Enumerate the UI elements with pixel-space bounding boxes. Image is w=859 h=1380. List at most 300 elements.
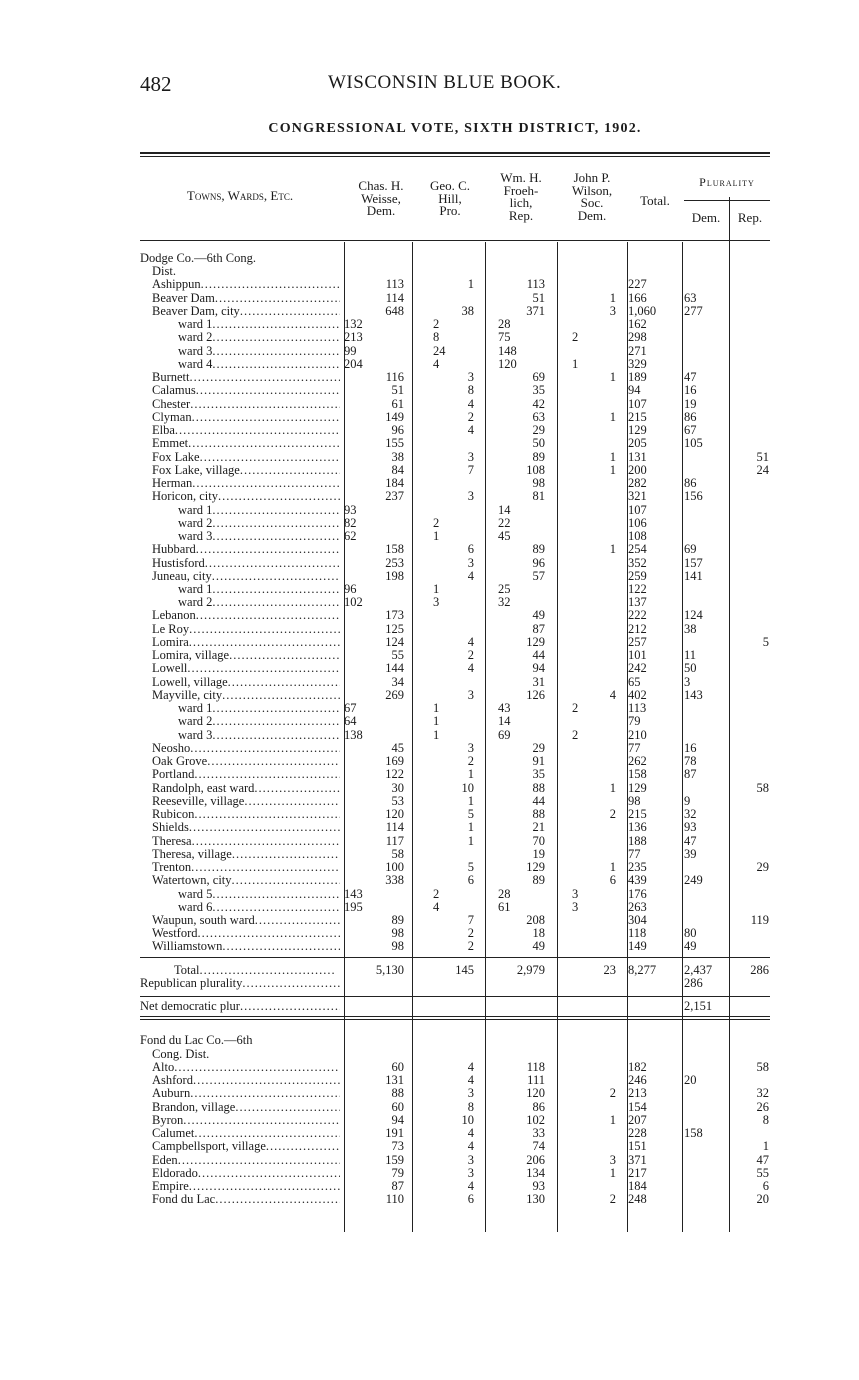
total-votes: 158 <box>628 767 647 782</box>
table-row <box>140 755 770 768</box>
weisse-votes: 53 <box>391 793 404 808</box>
total-votes: 227 <box>628 277 647 292</box>
total-votes: 329 <box>628 356 647 371</box>
total-votes: 242 <box>628 661 647 676</box>
froehlich-votes: 94 <box>532 661 545 676</box>
froehlich-votes: 93 <box>532 1179 545 1194</box>
header-froehlich: Wm. H. Froeh- lich, Rep. <box>500 170 542 223</box>
table-row <box>140 636 770 649</box>
hill-votes: 1 <box>433 582 440 596</box>
wilson-votes: 1 <box>609 1112 616 1127</box>
row-label: Shields ..... <box>152 821 340 834</box>
froehlich-votes: 91 <box>532 754 545 769</box>
rep-plurality: 32 <box>756 1086 769 1101</box>
hill-votes: 4 <box>467 1139 474 1154</box>
rule <box>140 996 770 997</box>
weisse-votes: 143 <box>344 886 363 901</box>
row-label: Portland ..... <box>152 768 340 781</box>
wilson-votes: 3 <box>609 303 616 318</box>
table-row <box>140 384 770 397</box>
hill-votes: 3 <box>467 1086 474 1101</box>
total-votes: 77 <box>628 740 641 755</box>
weisse-votes: 204 <box>344 356 363 371</box>
table-row <box>140 371 770 384</box>
county-heading <box>140 1048 770 1061</box>
weisse-votes: 89 <box>391 913 404 927</box>
table-row <box>140 1087 770 1100</box>
weisse-votes: 195 <box>344 899 363 914</box>
table-row <box>140 1154 770 1167</box>
rep-plurality: 286 <box>750 962 769 977</box>
hill-votes: 145 <box>455 962 474 977</box>
total-votes: 129 <box>628 780 647 795</box>
rep-plurality: 8 <box>762 1112 769 1127</box>
dem-plurality: 286 <box>684 975 703 990</box>
dem-plurality: 47 <box>684 370 697 385</box>
weisse-votes: 117 <box>385 833 404 848</box>
froehlich-votes: 32 <box>498 595 511 610</box>
header-towns: Towns, Wards, Etc. <box>186 188 294 203</box>
row-label: Lebanon ..... <box>152 609 340 622</box>
table-row <box>140 1140 770 1153</box>
froehlich-votes: 2,979 <box>516 962 545 977</box>
froehlich-votes: 89 <box>532 542 545 557</box>
wilson-votes: 2 <box>572 330 579 345</box>
froehlich-votes: 120 <box>498 356 517 371</box>
total-votes: 254 <box>628 542 647 557</box>
row-label: Lomira ..... <box>152 636 340 649</box>
hill-votes: 2 <box>433 515 440 530</box>
rep-plurality: 29 <box>756 860 769 875</box>
wilson-votes: 1 <box>609 409 616 424</box>
row-label: Oak Grove ..... <box>152 755 340 768</box>
dem-plurality: 87 <box>684 767 697 782</box>
hill-votes: 6 <box>467 542 474 557</box>
row-label: Republican plurality ..... <box>140 977 340 990</box>
table-row <box>140 358 770 371</box>
total-votes: 259 <box>628 568 647 583</box>
froehlich-votes: 61 <box>498 899 511 914</box>
froehlich-votes: 87 <box>532 621 545 636</box>
dem-plurality: 50 <box>684 661 697 676</box>
hill-votes: 38 <box>461 303 474 318</box>
hill-votes: 4 <box>467 1126 474 1141</box>
weisse-votes: 96 <box>344 582 357 596</box>
weisse-votes: 51 <box>391 383 404 398</box>
hill-votes: 3 <box>467 370 474 385</box>
table-row <box>140 596 770 609</box>
weisse-votes: 94 <box>391 1112 404 1127</box>
table-row <box>140 768 770 781</box>
weisse-votes: 114 <box>385 290 404 305</box>
froehlich-votes: 102 <box>526 1112 545 1127</box>
hill-votes: 4 <box>467 1059 474 1074</box>
table-row <box>140 583 770 596</box>
weisse-votes: 213 <box>344 330 363 345</box>
net-democratic-plurality-row <box>140 1000 770 1013</box>
froehlich-votes: 113 <box>526 277 545 292</box>
weisse-votes: 60 <box>391 1059 404 1074</box>
dem-plurality: 86 <box>684 409 697 424</box>
total-votes: 1,060 <box>628 303 657 318</box>
froehlich-votes: 44 <box>532 648 545 663</box>
total-votes: 113 <box>628 701 647 716</box>
rep-plurality: 1 <box>762 1139 769 1154</box>
table-row <box>140 689 770 702</box>
hill-votes: 8 <box>433 330 440 345</box>
row-label: ward 3 ..... <box>178 345 340 358</box>
wilson-votes: 1 <box>609 290 616 305</box>
table-row <box>140 848 770 861</box>
hill-votes: 1 <box>433 727 440 742</box>
row-label: Burnett ..... <box>152 371 340 384</box>
dem-plurality: 49 <box>684 939 697 954</box>
total-votes: 248 <box>628 1192 647 1207</box>
weisse-votes: 79 <box>391 1165 404 1180</box>
row-label: ward 2 ..... <box>178 517 340 530</box>
row-label: ward 5 ..... <box>178 888 340 901</box>
table-row <box>140 715 770 728</box>
hill-votes: 1 <box>467 767 474 782</box>
weisse-votes: 169 <box>385 754 404 769</box>
total-votes: 118 <box>628 926 647 941</box>
total-votes: 352 <box>628 555 647 570</box>
hill-votes: 6 <box>467 1192 474 1207</box>
total-votes: 176 <box>628 886 647 901</box>
total-votes: 439 <box>628 873 647 888</box>
row-label: ward 2 ..... <box>178 331 340 344</box>
dem-plurality: 9 <box>684 793 691 808</box>
table-row <box>140 331 770 344</box>
dem-plurality: 69 <box>684 542 697 557</box>
group-heading: Fond du Lac Co.—6th <box>140 1034 253 1048</box>
table-row <box>140 901 770 914</box>
weisse-votes: 58 <box>391 846 404 861</box>
total-votes: 213 <box>628 1086 647 1101</box>
dem-plurality: 3 <box>684 674 691 689</box>
froehlich-votes: 22 <box>498 515 511 530</box>
hill-votes: 1 <box>467 820 474 835</box>
row-label: Hustisford ..... <box>152 557 340 570</box>
froehlich-votes: 108 <box>526 462 545 477</box>
froehlich-votes: 81 <box>532 489 545 504</box>
wilson-votes: 1 <box>609 449 616 464</box>
total-votes: 107 <box>628 502 647 517</box>
froehlich-votes: 129 <box>526 634 545 649</box>
table-row <box>140 1193 770 1206</box>
hill-votes: 1 <box>433 529 440 544</box>
hill-votes: 10 <box>461 780 474 795</box>
total-votes: 79 <box>628 714 641 729</box>
total-votes: 262 <box>628 754 647 769</box>
total-votes: 304 <box>628 913 647 927</box>
weisse-votes: 338 <box>385 873 404 888</box>
table-row <box>140 914 770 927</box>
row-label: Rubicon ..... <box>152 808 340 821</box>
wilson-votes: 1 <box>609 780 616 795</box>
weisse-votes: 64 <box>344 714 357 729</box>
rule <box>684 200 770 201</box>
total-votes: 149 <box>628 939 647 954</box>
row-label: Reeseville, village ..... <box>152 795 340 808</box>
rep-plurality: 119 <box>750 913 769 927</box>
vote-table <box>140 152 770 1232</box>
hill-votes: 5 <box>467 807 474 822</box>
wilson-votes: 1 <box>609 1165 616 1180</box>
table-row <box>140 543 770 556</box>
table-row <box>140 702 770 715</box>
froehlich-votes: 74 <box>532 1139 545 1154</box>
table-row <box>140 927 770 940</box>
hill-votes: 8 <box>467 1099 474 1114</box>
dem-plurality: 158 <box>684 1126 703 1141</box>
weisse-votes: 88 <box>391 1086 404 1101</box>
row-label: Williamstown ..... <box>152 940 340 953</box>
wilson-votes: 3 <box>572 886 579 901</box>
table-row <box>140 305 770 318</box>
dem-plurality: 38 <box>684 621 697 636</box>
county-heading <box>140 265 770 278</box>
weisse-votes: 84 <box>391 462 404 477</box>
hill-votes: 2 <box>433 886 440 901</box>
weisse-votes: 98 <box>391 939 404 954</box>
header-hill: Geo. C. Hill, Pro. <box>429 178 471 218</box>
weisse-votes: 131 <box>385 1073 404 1088</box>
table-row <box>140 451 770 464</box>
table-row <box>140 782 770 795</box>
row-label: Ashford ..... <box>152 1074 340 1087</box>
hill-votes: 4 <box>467 568 474 583</box>
total-votes: 210 <box>628 727 647 742</box>
wilson-votes: 1 <box>609 860 616 875</box>
table-row <box>140 318 770 331</box>
hill-votes: 1 <box>467 277 474 292</box>
froehlich-votes: 88 <box>532 807 545 822</box>
froehlich-votes: 21 <box>532 820 545 835</box>
froehlich-votes: 129 <box>526 860 545 875</box>
weisse-votes: 132 <box>344 317 363 332</box>
row-label: Ashippun ..... <box>152 278 340 291</box>
table-row <box>140 742 770 755</box>
froehlich-votes: 18 <box>532 926 545 941</box>
hill-votes: 6 <box>467 873 474 888</box>
hill-votes: 4 <box>433 899 440 914</box>
row-label: Waupun, south ward ..... <box>152 914 340 927</box>
dem-plurality: 143 <box>684 687 703 702</box>
froehlich-votes: 75 <box>498 330 511 345</box>
row-label: Total ..... <box>174 964 336 977</box>
weisse-votes: 67 <box>344 701 357 716</box>
table-row <box>140 345 770 358</box>
weisse-votes: 149 <box>385 409 404 424</box>
running-title: WISCONSIN BLUE BOOK. <box>328 72 562 93</box>
hill-votes: 2 <box>467 926 474 941</box>
total-votes: 212 <box>628 621 647 636</box>
county-heading <box>140 1034 770 1047</box>
row-label: Byron ..... <box>152 1114 340 1127</box>
froehlich-votes: 42 <box>532 396 545 411</box>
row-label: Horicon, city ..... <box>152 490 340 503</box>
table-row <box>140 477 770 490</box>
froehlich-votes: 43 <box>498 701 511 716</box>
row-label: ward 3 ..... <box>178 729 340 742</box>
dem-plurality: 2,151 <box>684 999 713 1014</box>
table-row <box>140 1061 770 1074</box>
froehlich-votes: 49 <box>532 939 545 954</box>
total-votes: 182 <box>628 1059 647 1074</box>
republican-plurality-row <box>140 977 770 990</box>
wilson-votes: 2 <box>609 1192 616 1207</box>
rep-plurality: 24 <box>756 462 769 477</box>
total-votes: 8,277 <box>628 962 657 977</box>
hill-votes: 3 <box>467 740 474 755</box>
wilson-votes: 1 <box>609 542 616 557</box>
column-rule <box>729 197 730 1232</box>
froehlich-votes: 50 <box>532 436 545 451</box>
row-label: Eldorado ..... <box>152 1167 340 1180</box>
row-label: Hubbard ..... <box>152 543 340 556</box>
froehlich-votes: 25 <box>498 582 511 596</box>
dem-plurality: 47 <box>684 833 697 848</box>
wilson-votes: 1 <box>572 356 579 371</box>
header-plur-dem: Dem. <box>691 210 721 225</box>
weisse-votes: 113 <box>385 277 404 292</box>
table-row <box>140 1101 770 1114</box>
weisse-votes: 237 <box>385 489 404 504</box>
column-rule <box>682 242 683 1232</box>
rule <box>140 957 770 958</box>
total-votes: 200 <box>628 462 647 477</box>
hill-votes: 3 <box>467 1165 474 1180</box>
wilson-votes: 6 <box>609 873 616 888</box>
weisse-votes: 269 <box>385 687 404 702</box>
page-number: 482 <box>140 72 172 96</box>
weisse-votes: 98 <box>391 926 404 941</box>
table-row <box>140 808 770 821</box>
column-rule <box>344 242 345 1232</box>
froehlich-votes: 51 <box>532 290 545 305</box>
table-row <box>140 795 770 808</box>
rule <box>140 240 770 241</box>
total-votes: 129 <box>628 423 647 438</box>
hill-votes: 4 <box>467 1179 474 1194</box>
weisse-votes: 34 <box>391 674 404 689</box>
hill-votes: 10 <box>461 1112 474 1127</box>
rep-plurality: 55 <box>756 1165 769 1180</box>
rep-plurality: 51 <box>756 449 769 464</box>
hill-votes: 4 <box>467 634 474 649</box>
dem-plurality: 78 <box>684 754 697 769</box>
hill-votes: 7 <box>467 913 474 927</box>
row-label: Lowell, village ..... <box>152 676 340 689</box>
table-row <box>140 676 770 689</box>
weisse-votes: 138 <box>344 727 363 742</box>
hill-votes: 4 <box>467 1073 474 1088</box>
dem-plurality: 93 <box>684 820 697 835</box>
table-row <box>140 1114 770 1127</box>
table-row <box>140 411 770 424</box>
weisse-votes: 45 <box>391 740 404 755</box>
weisse-votes: 82 <box>344 515 357 530</box>
total-votes: 77 <box>628 846 641 861</box>
table-row <box>140 609 770 622</box>
row-label: Theresa ..... <box>152 835 340 848</box>
row-label: ward 6 ..... <box>178 901 340 914</box>
total-votes: 189 <box>628 370 647 385</box>
wilson-votes: 3 <box>572 899 579 914</box>
wilson-votes: 4 <box>609 687 616 702</box>
dem-plurality: 19 <box>684 396 697 411</box>
rep-plurality: 26 <box>756 1099 769 1114</box>
row-label: Clyman ..... <box>152 411 340 424</box>
weisse-votes: 114 <box>385 820 404 835</box>
froehlich-votes: 35 <box>532 383 545 398</box>
total-votes: 371 <box>628 1152 647 1167</box>
hill-votes: 8 <box>467 383 474 398</box>
row-label: Chester ..... <box>152 398 340 411</box>
froehlich-votes: 14 <box>498 714 511 729</box>
weisse-votes: 61 <box>391 396 404 411</box>
rule <box>140 152 770 154</box>
table-row <box>140 1167 770 1180</box>
table-row <box>140 504 770 517</box>
row-label: ward 1 ..... <box>178 583 340 596</box>
hill-votes: 2 <box>467 409 474 424</box>
froehlich-votes: 57 <box>532 568 545 583</box>
froehlich-votes: 98 <box>532 476 545 491</box>
weisse-votes: 87 <box>391 1179 404 1194</box>
row-label: Le Roy ..... <box>152 623 340 636</box>
froehlich-votes: 45 <box>498 529 511 544</box>
header-total: Total. <box>640 193 670 208</box>
table-row <box>140 729 770 742</box>
froehlich-votes: 29 <box>532 740 545 755</box>
row-label: Beaver Dam ..... <box>152 292 340 305</box>
weisse-votes: 198 <box>385 568 404 583</box>
row-label: Auburn ..... <box>152 1087 340 1100</box>
table-row <box>140 1127 770 1140</box>
froehlich-votes: 49 <box>532 608 545 623</box>
froehlich-votes: 69 <box>498 727 511 742</box>
total-votes: 257 <box>628 634 647 649</box>
froehlich-votes: 126 <box>526 687 545 702</box>
row-label: Emmet ..... <box>152 437 340 450</box>
froehlich-votes: 14 <box>498 502 511 517</box>
dem-plurality: 32 <box>684 807 697 822</box>
froehlich-votes: 134 <box>526 1165 545 1180</box>
weisse-votes: 125 <box>385 621 404 636</box>
hill-votes: 3 <box>467 687 474 702</box>
table-row <box>140 557 770 570</box>
weisse-votes: 158 <box>385 542 404 557</box>
wilson-votes: 2 <box>609 1086 616 1101</box>
weisse-votes: 99 <box>344 343 357 358</box>
row-label: Theresa, village ..... <box>152 848 340 861</box>
row-label: Lowell ..... <box>152 662 340 675</box>
rep-plurality: 20 <box>756 1192 769 1207</box>
row-label: Elba ..... <box>152 424 340 437</box>
total-votes: 184 <box>628 1179 647 1194</box>
table-row <box>140 861 770 874</box>
group-heading: Cong. Dist. <box>152 1047 210 1061</box>
total-votes: 246 <box>628 1073 647 1088</box>
column-rule <box>627 242 628 1232</box>
weisse-votes: 102 <box>344 595 363 610</box>
rule <box>140 1019 770 1020</box>
dem-plurality: 63 <box>684 290 697 305</box>
froehlich-votes: 63 <box>532 409 545 424</box>
hill-votes: 7 <box>467 462 474 477</box>
